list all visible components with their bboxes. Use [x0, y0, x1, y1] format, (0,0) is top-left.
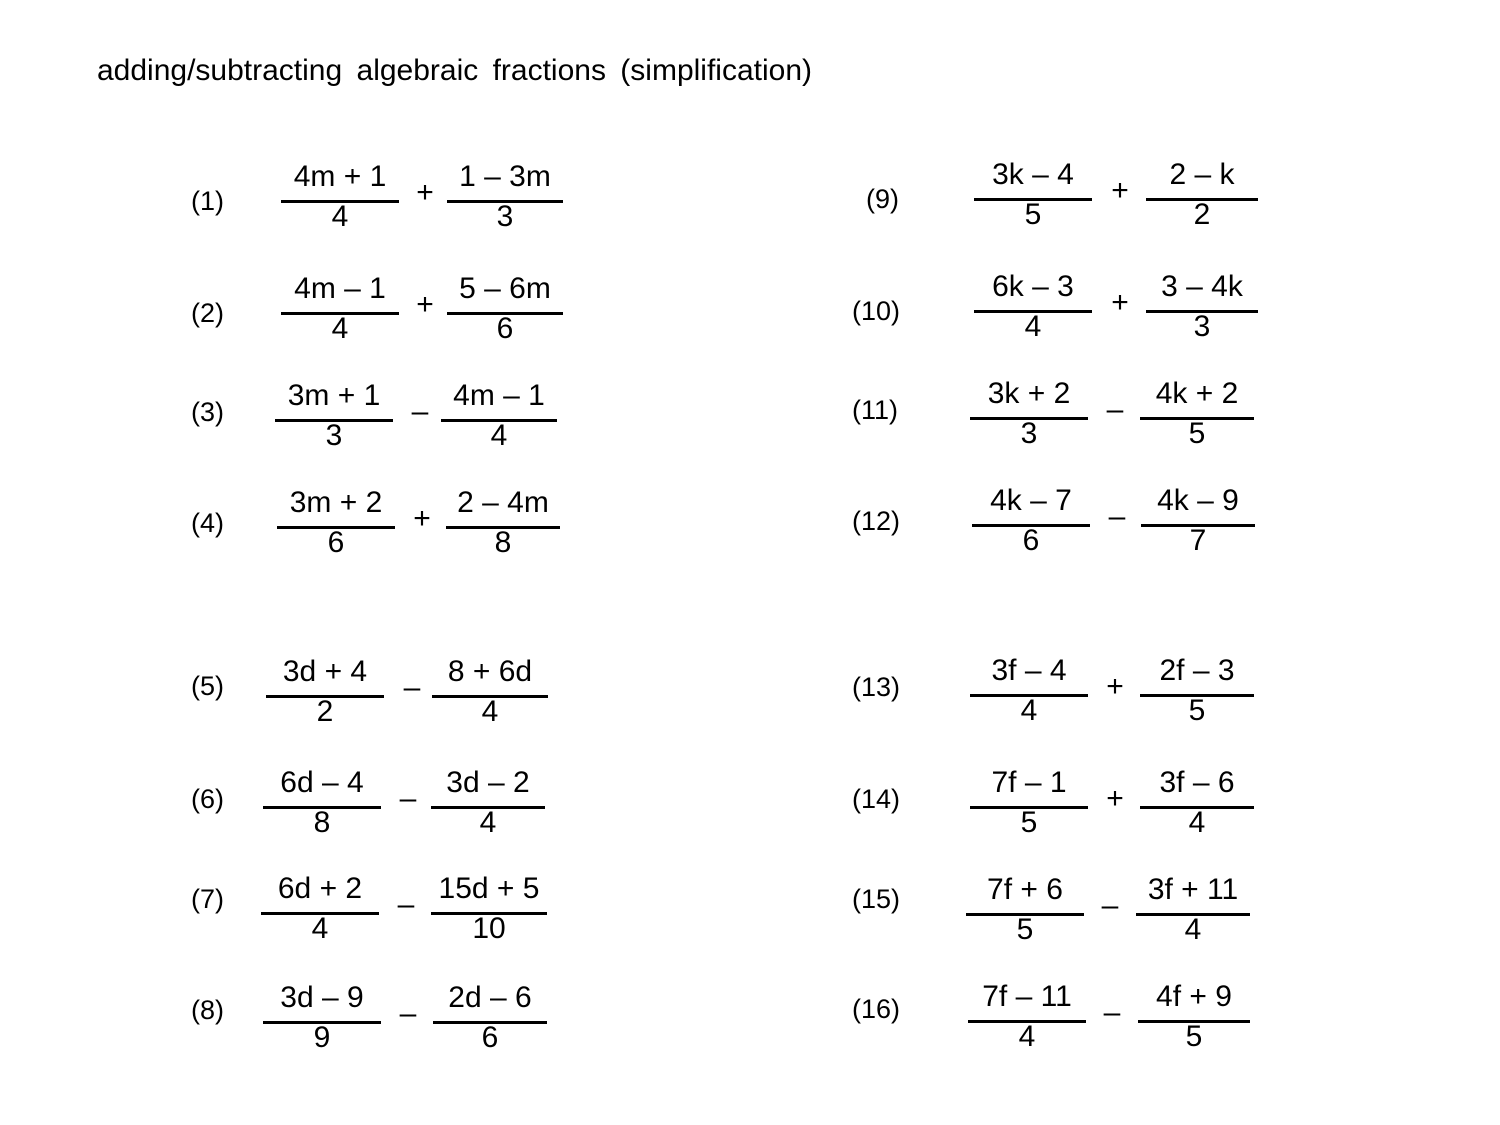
numerator: 3m + 2	[289, 486, 383, 519]
denominator: 10	[472, 912, 506, 945]
problem-13	[852, 652, 1352, 742]
first-fraction	[263, 979, 381, 1069]
numerator: 4m – 1	[453, 379, 545, 412]
numerator: 8 + 6d	[447, 655, 533, 688]
numerator: 2 – 4m	[457, 486, 549, 519]
problem-number: (1)	[191, 186, 224, 216]
problem-number: (13)	[852, 672, 901, 702]
operator: –	[399, 997, 417, 1030]
numerator: 3d – 2	[446, 766, 530, 799]
denominator: 6	[481, 1021, 499, 1054]
problem-14	[852, 764, 1352, 854]
first-fraction	[266, 653, 384, 743]
denominator: 5	[1188, 694, 1206, 727]
second-fraction	[1140, 764, 1254, 854]
first-fraction	[281, 270, 399, 360]
numerator: 6k – 3	[992, 270, 1074, 303]
numerator: 3m + 1	[287, 379, 381, 412]
problem-3	[191, 377, 691, 467]
problem-4	[191, 484, 691, 574]
operator: –	[1108, 500, 1126, 533]
problem-number: (15)	[852, 884, 901, 914]
denominator: 9	[313, 1021, 331, 1054]
problem-number: (7)	[191, 884, 224, 914]
problem-number: (14)	[852, 784, 901, 814]
operator: –	[411, 395, 429, 428]
problem-number: (9)	[866, 184, 899, 214]
denominator: 5	[1185, 1020, 1203, 1053]
problem-number: (12)	[852, 506, 901, 536]
problem-number: (6)	[191, 784, 224, 814]
problem-number: (11)	[852, 395, 899, 425]
problem-7	[191, 870, 691, 960]
operator: –	[399, 782, 417, 815]
first-fraction	[974, 156, 1092, 246]
numerator: 7f – 11	[982, 980, 1072, 1013]
operator: –	[397, 888, 415, 921]
operator: +	[1106, 782, 1124, 815]
problem-12	[852, 482, 1352, 572]
problem-number: (10)	[852, 296, 901, 326]
first-fraction	[277, 484, 395, 574]
denominator: 6	[327, 526, 345, 559]
numerator: 4m – 1	[294, 272, 386, 305]
denominator: 3	[325, 419, 343, 452]
problem-9	[852, 156, 1352, 246]
first-fraction	[263, 764, 381, 854]
numerator: 5 – 6m	[459, 272, 551, 305]
first-fraction	[281, 158, 399, 248]
denominator: 4	[481, 695, 499, 728]
second-fraction	[1136, 871, 1250, 961]
second-fraction	[433, 979, 547, 1069]
problem-number: (16)	[852, 994, 901, 1024]
numerator: 3k + 2	[987, 377, 1071, 410]
problem-number: (2)	[191, 298, 224, 328]
problem-11	[852, 375, 1352, 465]
denominator: 2	[1193, 198, 1211, 231]
numerator: 6d + 2	[277, 872, 363, 905]
operator: +	[1106, 670, 1124, 703]
first-fraction	[275, 377, 393, 467]
problem-1	[191, 158, 691, 248]
problem-15	[852, 871, 1352, 961]
second-fraction	[446, 484, 560, 574]
operator: +	[1111, 174, 1129, 207]
first-fraction	[261, 870, 379, 960]
numerator: 3d + 4	[282, 655, 368, 688]
second-fraction	[1140, 652, 1254, 742]
numerator: 4k + 2	[1155, 377, 1239, 410]
operator: –	[1103, 996, 1121, 1029]
numerator: 3k – 4	[992, 158, 1074, 191]
problem-number: (4)	[191, 508, 224, 538]
denominator: 2	[316, 695, 334, 728]
denominator: 3	[1193, 310, 1211, 343]
numerator: 3f + 11	[1147, 873, 1239, 906]
denominator: 5	[1024, 198, 1042, 231]
denominator: 4	[1018, 1020, 1036, 1053]
problem-number: (5)	[191, 671, 224, 701]
numerator: 1 – 3m	[459, 160, 551, 193]
numerator: 2d – 6	[448, 981, 532, 1014]
problem-number: (8)	[191, 995, 224, 1025]
denominator: 3	[1020, 417, 1038, 450]
operator: +	[413, 502, 431, 535]
denominator: 7	[1189, 524, 1207, 557]
problem-6	[191, 764, 691, 854]
numerator: 3d – 9	[280, 981, 364, 1014]
operator: +	[416, 176, 434, 209]
second-fraction	[441, 377, 557, 467]
problem-10	[852, 268, 1352, 358]
numerator: 4f + 9	[1156, 980, 1232, 1013]
operator: –	[403, 671, 421, 704]
denominator: 8	[494, 526, 512, 559]
first-fraction	[974, 268, 1092, 358]
second-fraction	[1138, 978, 1250, 1068]
denominator: 5	[1020, 806, 1038, 839]
numerator: 3 – 4k	[1161, 270, 1243, 303]
numerator: 4m + 1	[293, 160, 387, 193]
second-fraction	[432, 653, 548, 743]
denominator: 3	[496, 200, 514, 233]
second-fraction	[447, 270, 563, 360]
numerator: 2 – k	[1169, 158, 1235, 191]
denominator: 6	[496, 312, 514, 345]
numerator: 7f – 1	[991, 766, 1067, 799]
operator: +	[1111, 286, 1129, 319]
first-fraction	[968, 978, 1086, 1068]
operator: +	[416, 288, 434, 321]
numerator: 2f – 3	[1159, 654, 1235, 687]
denominator: 4	[331, 200, 349, 233]
numerator: 3f – 4	[991, 654, 1067, 687]
first-fraction	[970, 652, 1088, 742]
second-fraction	[431, 870, 547, 960]
problem-5	[191, 653, 691, 743]
denominator: 4	[331, 312, 349, 345]
denominator: 4	[1188, 806, 1206, 839]
denominator: 4	[479, 806, 497, 839]
first-fraction	[966, 871, 1084, 961]
denominator: 4	[1020, 694, 1038, 727]
denominator: 6	[1022, 524, 1040, 557]
denominator: 4	[311, 912, 329, 945]
second-fraction	[1146, 268, 1258, 358]
problem-number: (3)	[191, 397, 224, 427]
second-fraction	[1146, 156, 1258, 246]
problem-16	[852, 978, 1352, 1068]
operator: –	[1101, 889, 1119, 922]
denominator: 4	[1024, 310, 1042, 343]
second-fraction	[1141, 482, 1255, 572]
problem-8	[191, 979, 691, 1069]
denominator: 5	[1188, 417, 1206, 450]
denominator: 8	[313, 806, 331, 839]
operator: –	[1106, 393, 1124, 426]
second-fraction	[431, 764, 545, 854]
second-fraction	[447, 158, 563, 248]
numerator: 6d – 4	[280, 766, 364, 799]
second-fraction	[1140, 375, 1254, 465]
numerator: 7f + 6	[987, 873, 1063, 906]
numerator: 3f – 6	[1159, 766, 1235, 799]
problem-2	[191, 270, 691, 360]
worksheet-title: adding/subtracting algebraic fractions (simplification)	[97, 54, 813, 87]
denominator: 4	[1184, 913, 1202, 946]
denominator: 4	[490, 419, 508, 452]
first-fraction	[970, 375, 1088, 465]
numerator: 4k – 7	[990, 484, 1072, 517]
first-fraction	[972, 482, 1090, 572]
denominator: 5	[1016, 913, 1034, 946]
numerator: 4k – 9	[1157, 484, 1239, 517]
numerator: 15d + 5	[438, 872, 540, 905]
first-fraction	[970, 764, 1088, 854]
